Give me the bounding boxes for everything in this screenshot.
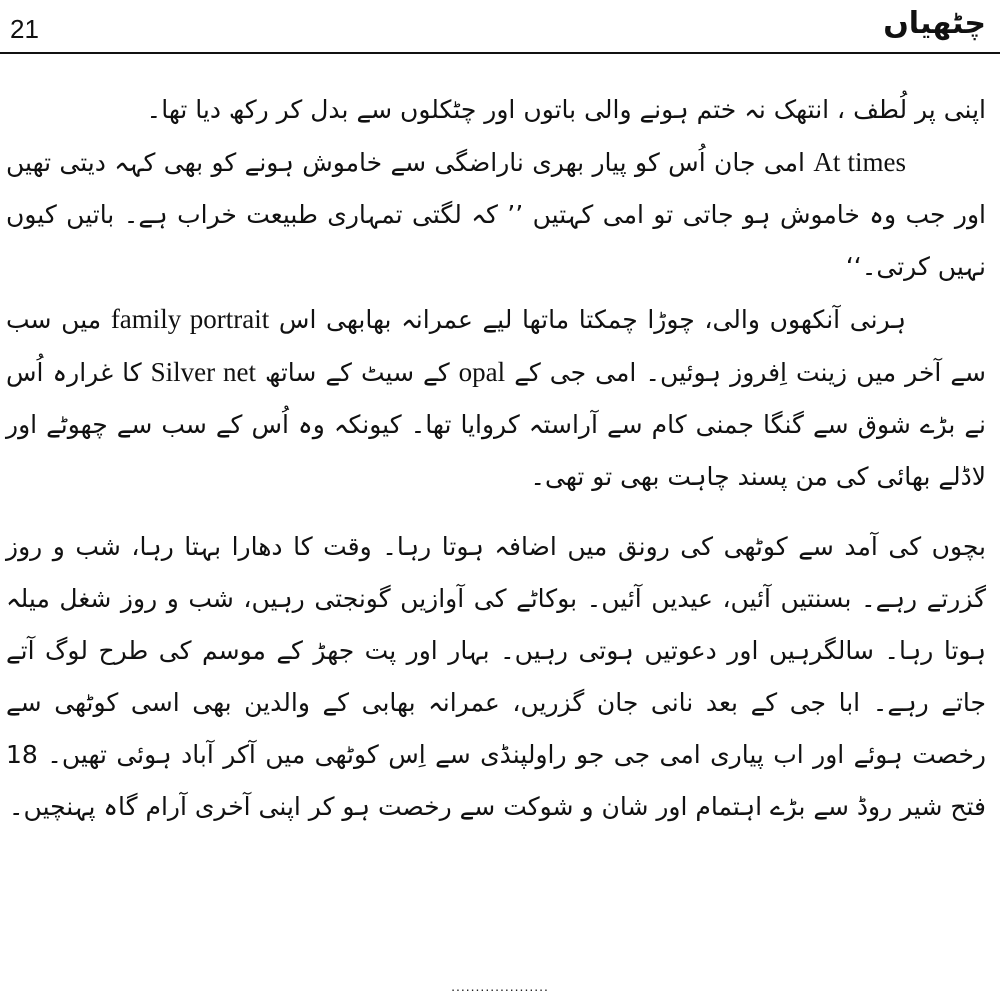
header-rule (0, 52, 1000, 54)
paragraph-4 (6, 521, 986, 833)
paragraph-2 (6, 136, 986, 293)
page-number: 21 (10, 14, 39, 44)
text-segment: ہرنی آنکھوں والی، چوڑا چمکتا ماتھا لیے عمرانہ بھابھی اس (269, 305, 907, 334)
latin-term: At times (813, 147, 906, 177)
paragraph-1 (6, 84, 986, 136)
text-segment: اپنی پر لُطف ، انتھک نہ ختم ہونے والی باتوں اور چٹکلوں سے بدل کر رکھ دیا تھا۔ (146, 95, 986, 124)
text-segment: کا غرارہ اُس نے بڑے شوق سے گنگا جمنی کام سے آراستہ کروایا تھا۔ کیونکہ وہ اُس کے سب سے چھوٹے اور لاڈلے بھائی کی من پسند چاہت بھی تو تھی۔ (6, 358, 986, 491)
text-segment: میں سب سے آخر میں زینت اِفروز ہوئیں۔ امی جی کے (6, 305, 987, 387)
footer-dots: .................... (451, 978, 549, 994)
text-segment: امی جان اُس کو پیار بھری ناراضگی سے خاموش ہونے کو بھی کہہ دیتی تھیں اور جب وہ خاموش ہو جاتی تو امی کہتیں ’’ کہ لگتی تمہاری طبیعت خراب ہے۔ باتیں کیوں نہیں کرتی۔‘‘ (6, 148, 986, 281)
text-segment: بچوں کی آمد سے کوٹھی کی رونق میں اضافہ ہوتا رہا۔ وقت کا دھارا بہتا رہا، شب و روز گزرتے رہے۔ بسنتیں آئیں، عیدیں آئیں۔ بوکاٹے کی آوازیں گونجتی رہیں، شب و روز شغل میلہ ہوتا رہا۔ سالگرہیں اور دعوتیں ہوتی رہیں۔ بہار اور پت جھڑ کے موسم کی طرح لوگ آتے جاتے رہے۔ ابا جی کے بعد نانی جان گزریں، عمرانہ بھابی کے والدین بھی اسی کوٹھی سے رخصت ہوئے اور اب پیاری امی جی جو راولپنڈی سے اِس کوٹھی میں آکر آباد ہوئی تھیں۔ 18 فتح شیر روڈ سے بڑے اہتمام اور شان و شوکت سے رخصت ہو کر اپنی آخری آرام گاہ پہنچیں۔ (6, 532, 986, 821)
latin-term: opal (458, 357, 506, 387)
body-text (6, 84, 986, 833)
text-segment: کے سیٹ کے ساتھ (255, 358, 459, 387)
latin-term: family portrait (110, 304, 270, 334)
running-title: چٹھیاں (883, 6, 986, 41)
paragraph-3 (6, 293, 986, 503)
latin-term: Silver net (150, 357, 256, 387)
